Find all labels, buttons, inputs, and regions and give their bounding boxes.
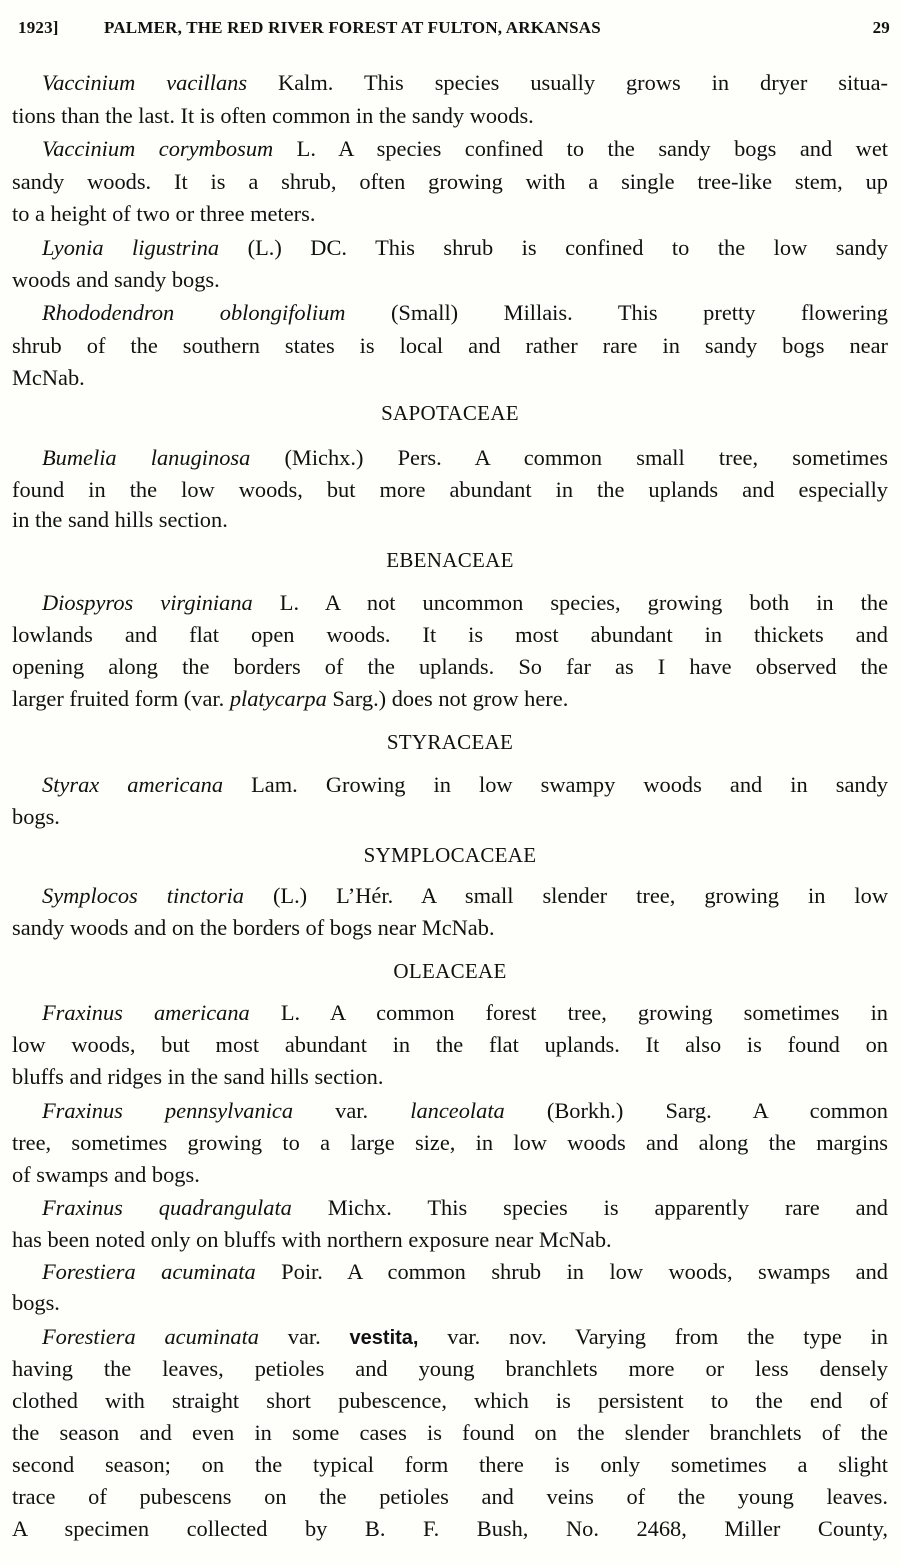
species-description: (L.) DC. This shrub is confined to the low sandy xyxy=(219,235,888,260)
family-heading: STYRACEAE xyxy=(386,730,514,754)
text-line: sandy woods. It is a shrub, often growing with a single tree-like stem, up xyxy=(12,169,888,194)
species-name: Symplocos tinctoria xyxy=(42,883,244,908)
text-line: clothed with straight short pubescence, which is persistent to the end of xyxy=(12,1388,888,1413)
species-description: Lam. Growing in low swampy woods and in sandy xyxy=(223,772,889,797)
species-name: Fraxinus pennsylvanica xyxy=(42,1098,294,1123)
species-name: Lyonia ligustrina xyxy=(42,235,220,260)
text-line: bogs. xyxy=(12,1290,60,1315)
species-entry-line xyxy=(42,1096,888,1126)
text-line: the season and even in some cases is found on the slender branchlets of the xyxy=(12,1420,888,1445)
species-name: Forestiera acuminata xyxy=(42,1259,256,1284)
species-name: Bumelia lanuginosa xyxy=(42,445,251,470)
species-entry-line xyxy=(42,881,888,911)
new-variety-name: vestita, xyxy=(349,1327,419,1349)
species-description: (Small) Millais. This pretty flowering xyxy=(345,300,888,325)
text-line: McNab. xyxy=(12,365,85,390)
text-before: larger fruited form (var. xyxy=(12,686,230,711)
text-line: lowlands and flat open woods. It is most abundant in thickets and xyxy=(12,622,888,647)
text-after: Sarg.) does not grow here. xyxy=(326,686,569,711)
text-line: A specimen collected by B. F. Bush, No. 2468, Miller County, xyxy=(12,1516,888,1541)
species-name: Vaccinium corymbosum xyxy=(42,136,274,161)
species-description: (L.) L’Hér. A small slender tree, growing in low xyxy=(243,883,889,908)
text-line: having the leaves, petioles and young branchlets more or less densely xyxy=(12,1356,888,1381)
species-name: Styrax americana xyxy=(42,772,224,797)
text-line: found in the low woods, but more abundant in the uplands and especially xyxy=(12,477,888,502)
family-heading: OLEACEAE xyxy=(393,959,507,983)
family-heading: SAPOTACEAE xyxy=(381,401,519,425)
text-line: trace of pubescens on the petioles and veins of the young leaves. xyxy=(12,1484,888,1509)
text-line: bogs. xyxy=(12,804,60,829)
species-description: Kalm. This species usually grows in dryer situa- xyxy=(247,70,888,95)
text-line: shrub of the southern states is local and rather rare in sandy bogs near xyxy=(12,333,888,358)
species-description: (Michx.) Pers. A common small tree, sometimes xyxy=(250,445,888,470)
variety-marker: var. xyxy=(293,1098,411,1123)
species-description: L. A common forest tree, growing sometimes in xyxy=(249,1000,888,1025)
running-title: PALMER, THE RED RIVER FOREST AT FULTON, ARKANSAS xyxy=(104,18,601,37)
species-entry-line xyxy=(42,68,888,98)
species-entry-line xyxy=(42,443,888,473)
family-heading: EBENACEAE xyxy=(386,548,514,572)
species-entry-line xyxy=(42,298,888,328)
species-description: var. nov. Varying from the type in xyxy=(418,1324,888,1349)
text-line: tions than the last. It is often common in the sandy woods. xyxy=(12,103,534,128)
text-line xyxy=(12,684,888,714)
family-heading: SYMPLOCACEAE xyxy=(363,843,537,867)
text-line: bluffs and ridges in the sand hills section. xyxy=(12,1064,384,1089)
species-description: L. A not uncommon species, growing both in the xyxy=(252,590,889,615)
species-name: Fraxinus americana xyxy=(42,1000,250,1025)
species-entry-line xyxy=(42,1193,888,1223)
text-line: opening along the borders of the uplands. So far as I have observed the xyxy=(12,654,888,679)
species-entry-line xyxy=(42,1257,888,1287)
species-entry-line xyxy=(42,998,888,1028)
species-name: Diospyros virginiana xyxy=(42,590,253,615)
running-header xyxy=(18,18,890,44)
species-name: Fraxinus quadrangulata xyxy=(42,1195,292,1220)
species-name: Vaccinium vacillans xyxy=(42,70,248,95)
species-description: L. A species confined to the sandy bogs and wet xyxy=(273,136,888,161)
text-line: tree, sometimes growing to a large size, in low woods and along the margins xyxy=(12,1130,888,1155)
species-entry-line xyxy=(42,1322,888,1352)
species-description: Poir. A common shrub in low woods, swamps and xyxy=(255,1259,888,1284)
text-line: of swamps and bogs. xyxy=(12,1162,200,1187)
variety-marker: var. xyxy=(259,1324,350,1349)
variety-name: lanceolata xyxy=(410,1098,505,1123)
text-line: woods and sandy bogs. xyxy=(12,267,220,292)
species-entry-line xyxy=(42,588,888,618)
volume-year: 1923] xyxy=(18,18,59,37)
species-name: Rhododendron oblongifolium xyxy=(42,300,346,325)
page-number: 29 xyxy=(872,18,890,37)
text-line: sandy woods and on the borders of bogs near McNab. xyxy=(12,915,495,940)
text-line: has been noted only on bluffs with northern exposure near McNab. xyxy=(12,1227,612,1252)
species-entry-line xyxy=(42,233,888,263)
species-name: Forestiera acuminata xyxy=(42,1324,260,1349)
species-entry-line xyxy=(42,770,888,800)
species-description: (Borkh.) Sarg. A common xyxy=(504,1098,888,1123)
text-line: second season; on the typical form there is only sometimes a slight xyxy=(12,1452,888,1477)
species-entry-line xyxy=(42,134,888,164)
text-line: in the sand hills section. xyxy=(12,507,228,532)
text-line: to a height of two or three meters. xyxy=(12,201,316,226)
text-line: low woods, but most abundant in the flat uplands. It also is found on xyxy=(12,1032,888,1057)
variety-name: platycarpa xyxy=(229,686,327,711)
species-description: Michx. This species is apparently rare and xyxy=(291,1195,888,1220)
